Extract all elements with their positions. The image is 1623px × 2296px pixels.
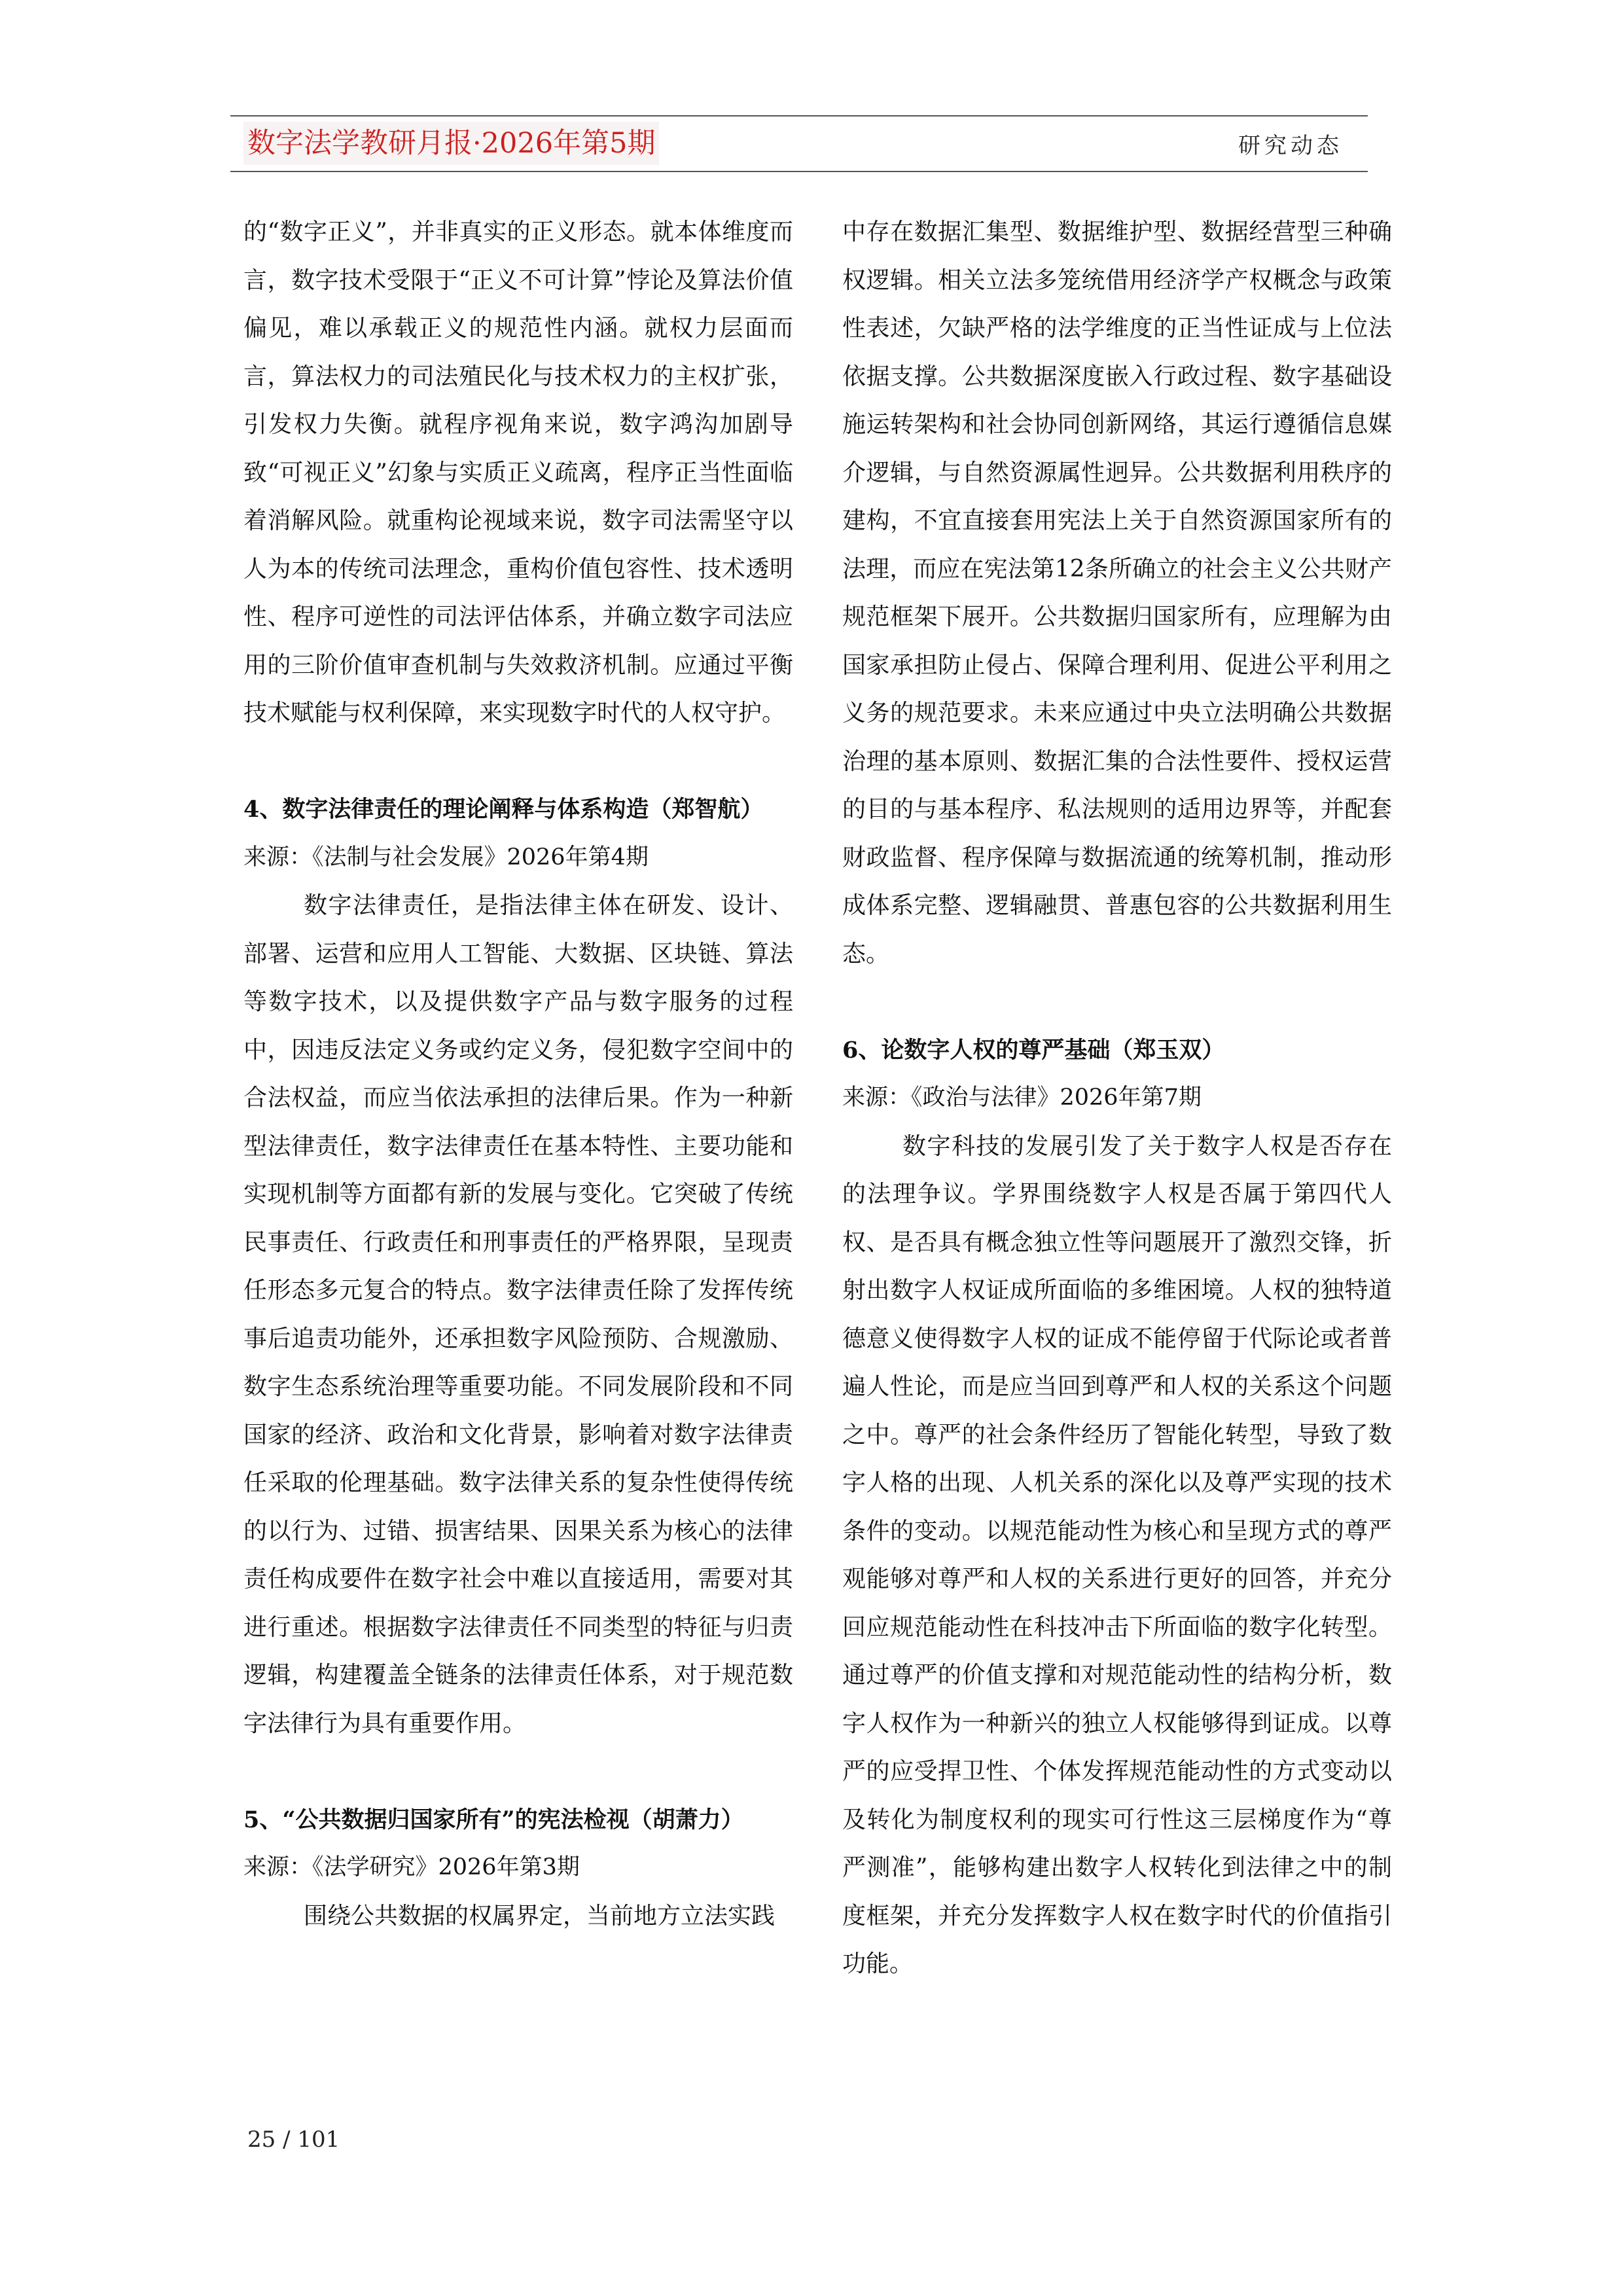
article-4-source: 来源：《法制与社会发展》2026年第4期: [243, 844, 649, 870]
page-number: 25 / 101: [247, 2126, 340, 2153]
article-5-source: 来源：《法学研究》2026年第3期: [243, 1854, 580, 1880]
article-4-title: 4、数字法律责任的理论阐释与体系构造（郑智航）: [243, 796, 764, 823]
section-tag: 研究动态: [1238, 133, 1343, 159]
article-6-title: 6、论数字人权的尊严基础（郑玉双）: [842, 1036, 1225, 1064]
header-bottom-rule: [230, 171, 1368, 172]
left-column: [243, 208, 793, 1940]
spacer: [243, 1748, 793, 1796]
article-5-body-continued: 中存在数据汇集型、数据维护型、数据经营型三种确权逻辑。相关立法多笼统借用经济学产权概念与政策性表述，欠缺严格的法学维度的正当性证成与上位法依据支撑。公共数据深度嵌入行政过程、数字基础设施运转架构和社会协同创新网络，其运行遵循信息媒介逻辑，与自然资源属性迥异。公共数据利用秩序的建构，不宜直接套用宪法上关于自然资源国家所有的法理，而应在宪法第12条所确立的社会主义公共财产规范框架下展开。公共数据归国家所有，应理解为由国家承担防止侵占、保障合理利用、促进公平利用之义务的规范要求。未来应通过中央立法明确公共数据治理的基本原则、数据汇集的合法性要件、授权运营的目的与基本程序、私法规则的适用边界等，并配套财政监督、程序保障与数据流通的统筹机制，推动形成体系完整、逻辑融贯、普惠包容的公共数据利用生态。: [842, 219, 1392, 967]
spacer: [842, 978, 1392, 1026]
right-column: [842, 208, 1392, 1988]
article-5-title: 5、“公共数据归国家所有”的宪法检视（胡萧力）: [243, 1806, 744, 1833]
article-5-body-start: 围绕公共数据的权属界定，当前地方立法实践: [304, 1902, 776, 1929]
article-6-source: 来源：《政治与法律》2026年第7期: [842, 1085, 1202, 1111]
article-4-body: 数字法律责任，是指法律主体在研发、设计、部署、运营和应用人工智能、大数据、区块链、算法等数字技术，以及提供数字产品与数字服务的过程中，因违反法定义务或约定义务，侵犯数字空间中的合法权益，而应当依法承担的法律后果。作为一种新型法律责任，数字法律责任在基本特性、主要功能和实现机制等方面都有新的发展与变化。它突破了传统民事责任、行政责任和刑事责任的严格界限，呈现责任形态多元复合的特点。数字法律责任除了发挥传统事后追责功能外，还承担数字风险预防、合规激励、数字生态系统治理等重要功能。不同发展阶段和不同国家的经济、政治和文化背景，影响着对数字法律责任采取的伦理基础。数字法律关系的复杂性使得传统的以行为、过错、损害结果、因果关系为核心的法律责任构成要件在数字社会中难以直接适用，需要对其进行重述。根据数字法律责任不同类型的特征与归责逻辑，构建覆盖全链条的法律责任体系，对于规范数字法律行为具有重要作用。: [243, 892, 793, 1737]
header-top-rule: [230, 115, 1368, 117]
continued-paragraph: 的“数字正义”，并非真实的正义形态。就本体维度而言，数字技术受限于“正义不可计算”悖论及算法价值偏见，难以承载正义的规范性内涵。就权力层面而言，算法权力的司法殖民化与技术权力的主权扩张，引发权力失衡。就程序视角来说，数字鸿沟加剧导致“可视正义”幻象与实质正义疏离，程序正当性面临着消解风险。就重构论视域来说，数字司法需坚守以人为本的传统司法理念，重构价值包容性、技术透明性、程序可逆性的司法评估体系，并确立数字司法应用的三阶价值审查机制与失效救济机制。应通过平衡技术赋能与权利保障，来实现数字时代的人权守护。: [243, 219, 793, 726]
spacer: [243, 738, 793, 786]
journal-title: 数字法学教研月报·2026年第5期: [243, 122, 659, 165]
article-6-body: 数字科技的发展引发了关于数字人权是否存在的法理争议。学界围绕数字人权是否属于第四代人权、是否具有概念独立性等问题展开了激烈交锋，折射出数字人权证成所面临的多维困境。人权的独特道德意义使得数字人权的证成不能停留于代际论或者普遍人性论，而是应当回到尊严和人权的关系这个问题之中。尊严的社会条件经历了智能化转型，导致了数字人格的出现、人机关系的深化以及尊严实现的技术条件的变动。以规范能动性为核心和呈现方式的尊严观能够对尊严和人权的关系进行更好的回答，并充分回应规范能动性在科技冲击下所面临的数字化转型。通过尊严的价值支撑和对规范能动性的结构分析，数字人权作为一种新兴的独立人权能够得到证成。以尊严的应受捍卫性、个体发挥规范能动性的方式变动以及转化为制度权利的现实可行性这三层梯度作为“尊严测准”，能够构建出数字人权转化到法律之中的制度框架，并充分发挥数字人权在数字时代的价值指引功能。: [842, 1132, 1392, 1977]
